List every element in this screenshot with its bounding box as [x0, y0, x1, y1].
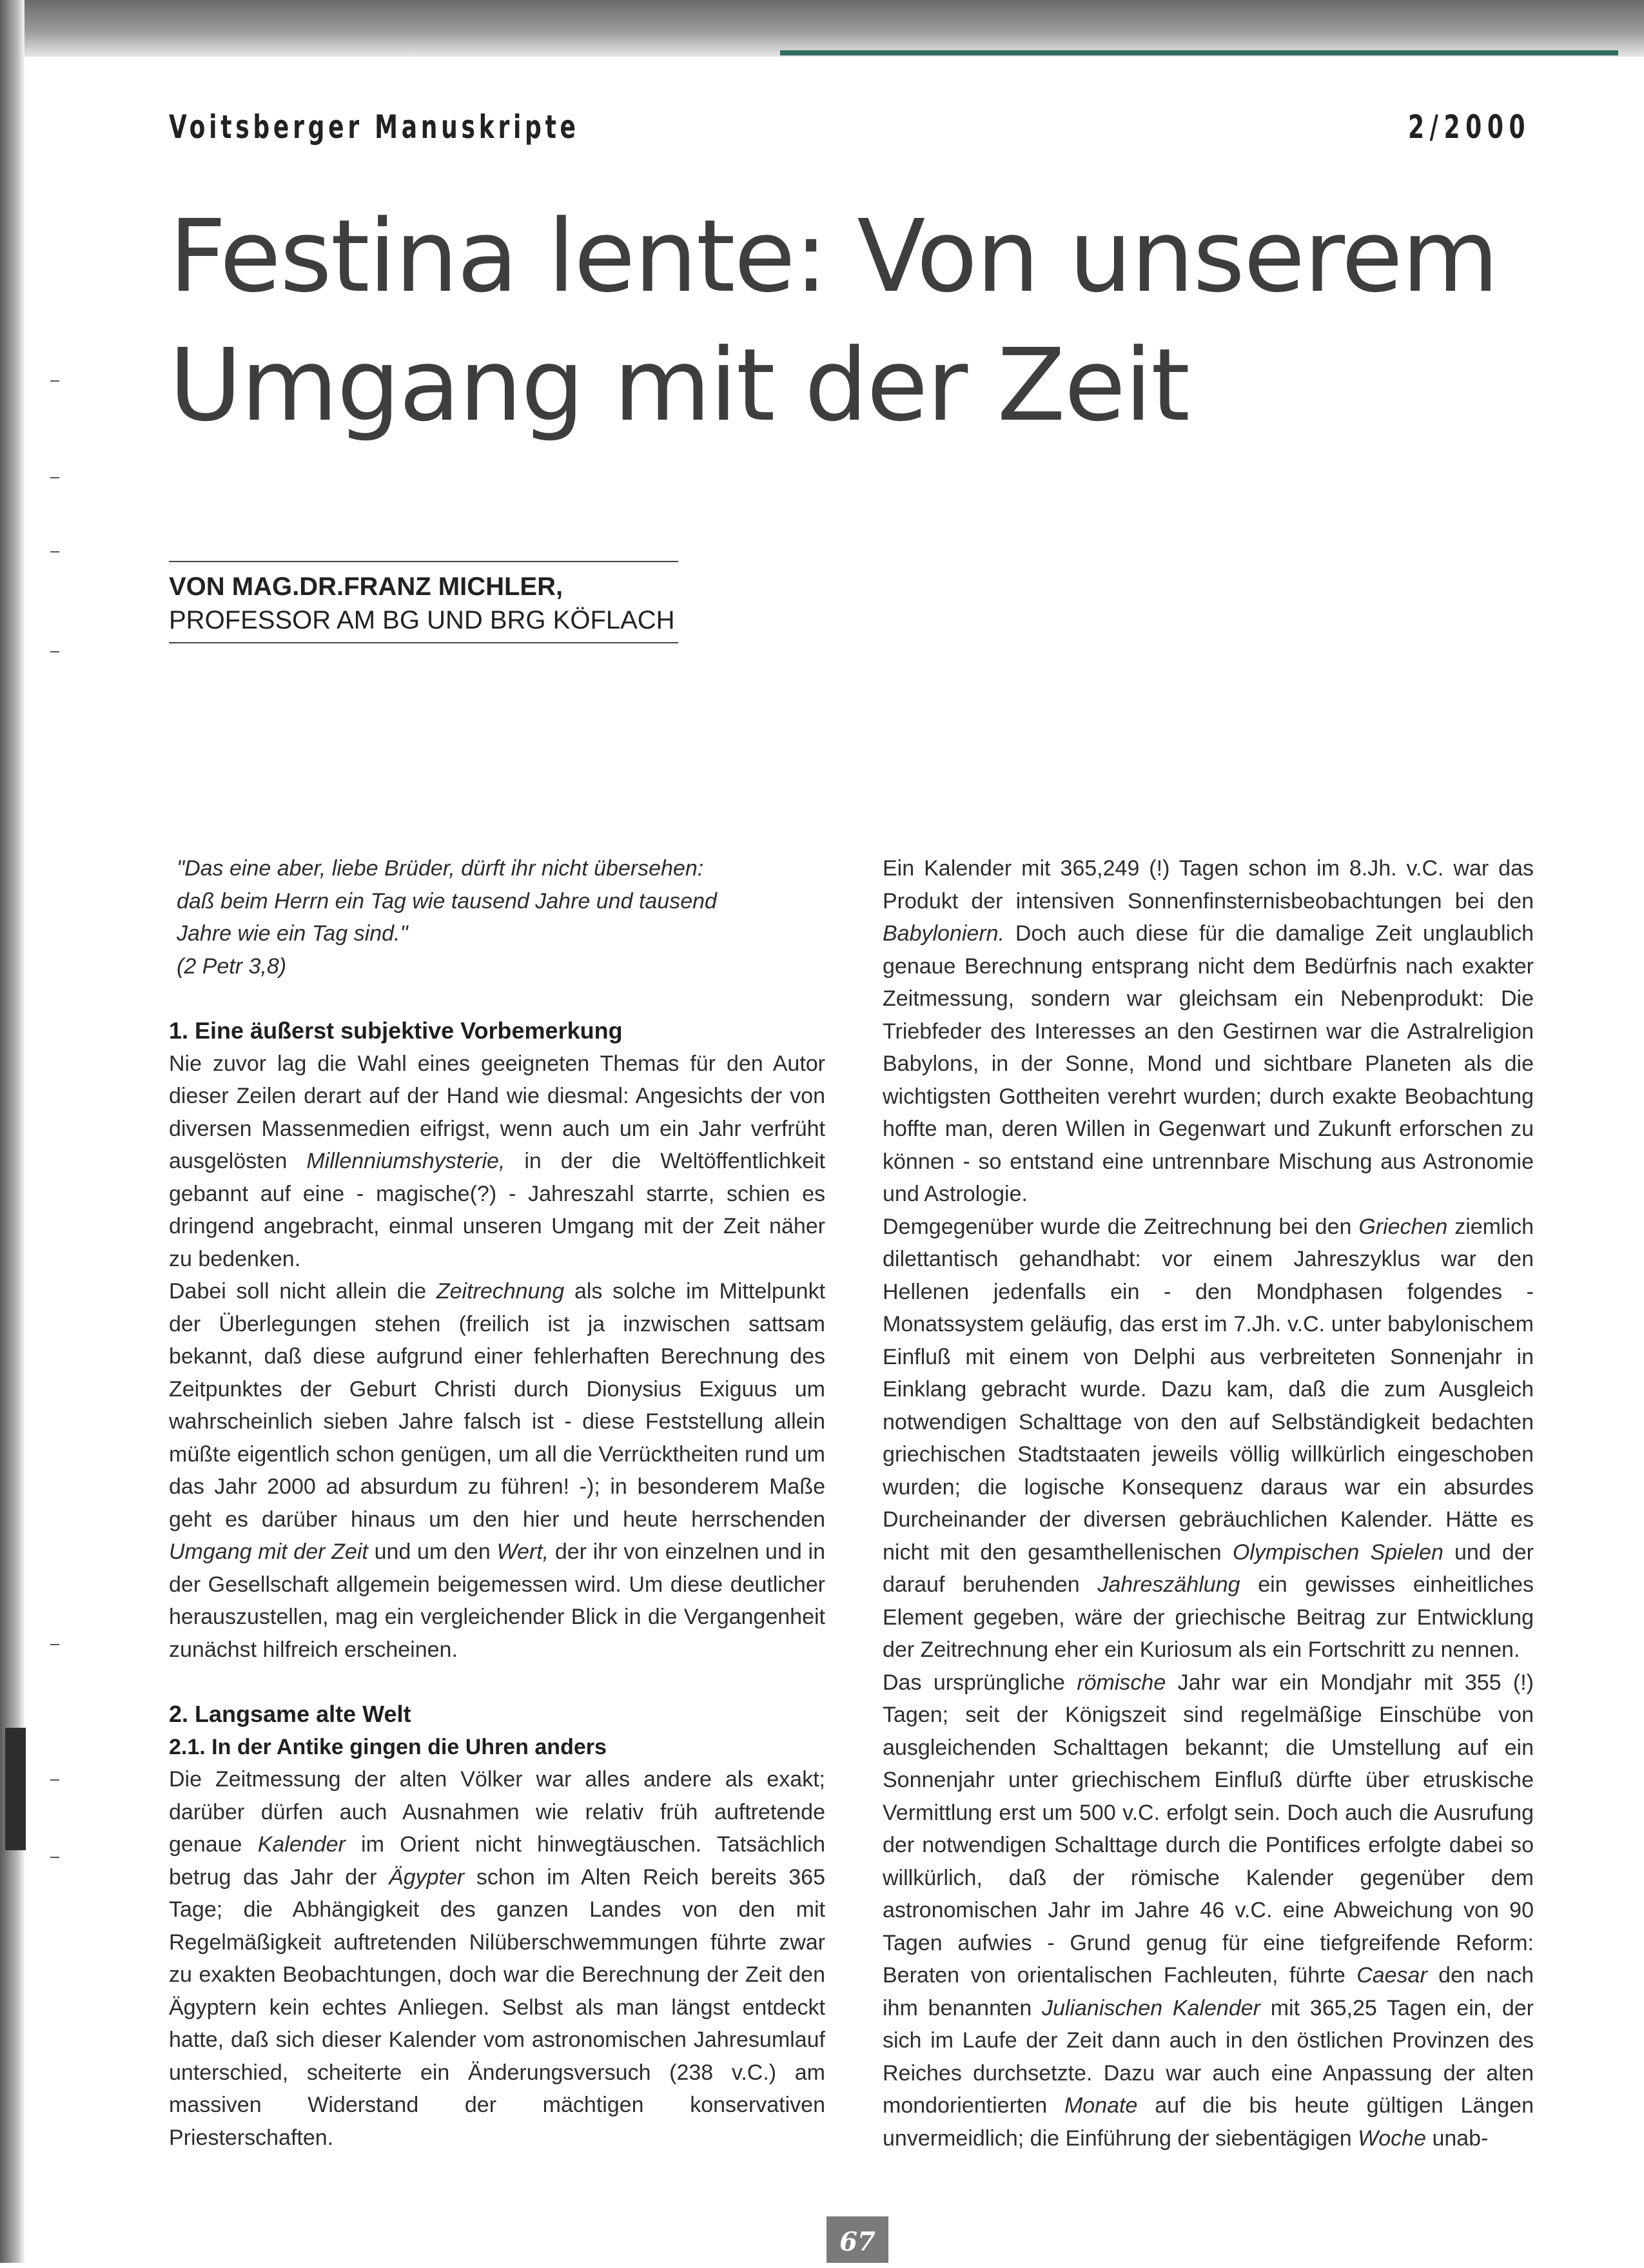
section-2-heading: 2. Langsame alte Welt [169, 1701, 411, 1727]
byline [169, 561, 678, 643]
journal-name: Voitsberger Manuskripte [169, 108, 580, 146]
section-2-1-heading: 2.1. In der Antike gingen die Uhren anders [169, 1734, 607, 1759]
page-number: 67 [827, 2216, 888, 2263]
margin-tick [50, 1857, 59, 1858]
section-1-heading: 1. Eine äußerst subjektive Vorbemerkung [169, 1017, 623, 1044]
right-column [883, 852, 1534, 2155]
paragraph: Das ursprüngliche römische Jahr war ein Mondjahr mit 355 (!) Tagen; seit der Königszeit sind regelmäßige Einschübe von ausgleichenden Schalttagen bekannt; die Umstellung auf ein Sonnenjahr unter griechischem Einfluß dürfte über etruskische Vermittlung erst um 500 v.C. erfolgt sein. Doch auch die Ausrufung der notwendigen Schalttage durch die Pontifices erfolgte dabei so willkürlich, daß der römische Kalender gegenüber dem astronomischen Jahr im Jahre 46 v.C. eine Abweichung von 90 Tagen aufwies - Grund genug für eine tiefgreifende Reform: Beraten von orientalischen Fachleuten, führte Caesar den nach ihm benannten Julianischen Kalender mit 365,25 Tagen ein, der sich im Laufe der Zeit dann auch in den östlichen Provinzen des Reiches durchsetzte. Dazu war auch eine Anpassung der alten mondorientierten Monate auf die bis heute gültigen Längen unvermeidlich; die Einführung der siebentägigen Woche unab- [883, 1670, 1534, 2151]
author-name: VON MAG.DR.FRANZ MICHLER, [169, 572, 563, 601]
scan-top-edge [0, 0, 1644, 57]
margin-tick [50, 551, 59, 552]
margin-tick [50, 651, 59, 652]
margin-tick [50, 1779, 59, 1781]
margin-tick [50, 1644, 59, 1645]
margin-tick [50, 477, 59, 478]
scan-binding-shadow [5, 1728, 26, 1850]
title-line-1: Festina lente: Von unserem [169, 198, 1498, 315]
epigraph-line: "Das eine aber, liebe Brüder, dürft ihr nicht übersehen: [177, 856, 704, 881]
running-header [169, 108, 1531, 153]
paragraph: Demgegenüber wurde die Zeitrechnung bei den Griechen ziemlich dilettantisch gehandhabt: vor einem Jahreszyklus war den Hellenen jedenfalls ein - den Mondphasen folgendes - Monatssystem geläufig, das erst im 7.Jh. v.C. unter babylonischem Einfluß mit einem von Delphi aus verbreiteten Sonnenjahr in Einklang gebracht wurde. Dazu kam, daß die zum Ausgleich notwendigen Schalttage von den auf Selbständigkeit bedachten griechischen Stadtstaaten jeweils völlig willkürlich eingeschoben wurden; die logische Konsequenz daraus war ein absurdes Durcheinander der diversen gebräuchlichen Kalender. Hätte es nicht mit den gesamthellenischen Olympischen Spielen und der darauf beruhenden Jahreszählung ein gewisses einheitliches Element gegeben, wäre der griechische Beitrag zur Entwicklung der Zeitrechnung eher ein Kuriosum als ein Fortschritt zu nennen. [883, 1214, 1534, 1662]
title-line-2: Umgang mit der Zeit [169, 327, 1189, 444]
scan-cover-edge [780, 50, 1618, 55]
left-column [169, 852, 825, 2154]
author-affiliation: PROFESSOR AM BG UND BRG KÖFLACH [169, 606, 675, 634]
paragraph: Dabei soll nicht allein die Zeitrechnung als solche im Mittelpunkt der Überlegungen stehen (freilich ist ja inzwischen sattsam bekannt, daß diese aufgrund einer fehlerhaften Berechnung des Zeitpunktes der Geburt Christi durch Dionysius Exiguus um wahrscheinlich sieben Jahre falsch ist - diese Feststellung allein müßte eigentlich schon genügen, um all die Verrücktheiten rund um das Jahr 2000 ad absurdum zu führen! -); in besonderem Maße geht es darüber hinaus um den hier und heute herrschenden Umgang mit der Zeit und um den Wert, der ihr von einzelnen und in der Gesellschaft allgemein beigemessen wird. Um diese deutlicher herauszustellen, mag ein vergleichender Blick in die Vergangenheit zunächst hilfreich erscheinen. [169, 1279, 826, 1662]
scan-binding-edge [0, 0, 24, 2263]
paragraph: Die Zeitmessung der alten Völker war alles andere als exakt; darüber dürfen auch Ausnahmen wie relativ früh auftretende genaue Kalender im Orient nicht hinwegtäuschen. Tatsächlich betrug das Jahr der Ägypter schon im Alten Reich bereits 365 Tage; die Abhängigkeit des ganzen Landes von den mit Regelmäßigkeit auftretenden Nilüberschwemmungen führte zwar zu exakten Beobachtungen, doch war die Berechnung der Zeit den Ägyptern kein echtes Anliegen. Selbst als man längst entdeckt hatte, daß sich dieser Kalender vom astronomischen Jahresumlauf unterschied, scheiterte ein Änderungsversuch (238 v.C.) am massiven Widerstand der mächtigen konservativen Priesterschaften. [169, 1767, 825, 2150]
article-title [169, 192, 1523, 450]
epigraph-reference: (2 Petr 3,8) [177, 953, 287, 979]
paragraph: Nie zuvor lag die Wahl eines geeigneten Themas für den Autor dieser Zeilen derart auf der Hand wie diesmal: Angesichts der von diversen Massenmedien eifrigst, wenn auch um ein Jahr verfrüht ausgelösten Millenniumshysterie, in der die Weltöffentlichkeit gebannt auf eine - magische(?) - Jahreszahl starrte, schien es dringend angebracht, einmal unseren Umgang mit der Zeit näher zu bedenken. [169, 1051, 826, 1271]
margin-tick [50, 380, 59, 382]
epigraph-line: daß beim Herrn ein Tag wie tausend Jahre und tausend [177, 888, 717, 914]
epigraph-line: Jahre wie ein Tag sind." [177, 921, 408, 946]
paragraph: Ein Kalender mit 365,249 (!) Tagen schon im 8.Jh. v.C. war das Produkt der intensiven Sonnenfinsternisbeobachtungen bei den Babyloniern. Doch auch diese für die damalige Zeit unglaublich genaue Berechnung entsprang nicht dem Bedürfnis nach exakter Zeitmessung, sondern war gleichsam ein Nebenprodukt: Die Triebfeder des Interesses an den Gestirnen war die Astralreligion Babylons, in der Sonne, Mond und sichtbare Planeten als die wichtigsten Gottheiten verehrt wurden; durch exakte Beobachtung hoffte man, deren Willen in Gegenwart und Zukunft erforschen zu können - so entstand eine untrennbare Mischung aus Astronomie und Astrologie. [883, 856, 1534, 1206]
issue-number: 2/2000 [1407, 108, 1531, 146]
